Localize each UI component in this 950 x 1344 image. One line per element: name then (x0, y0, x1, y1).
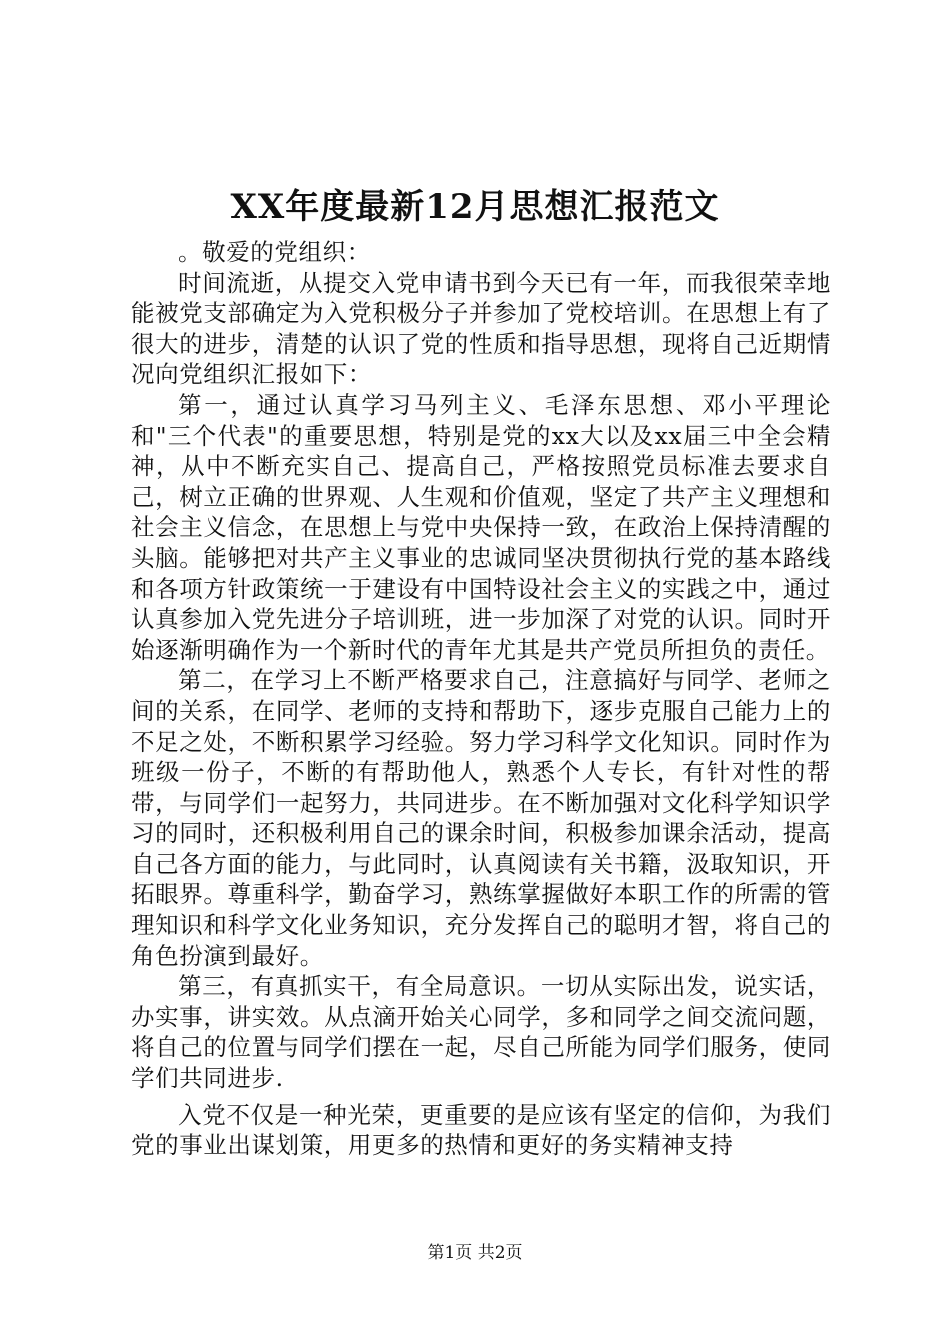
document-title: XX年度最新12月思想汇报范文 (230, 187, 720, 227)
page-footer: 第1页 共2页 (427, 1243, 523, 1263)
paragraph-intro: 时间流逝，从提交入党申请书到今天已有一年，而我很荣幸地能被党支部确定为入党积极分子并参加了党校培训。在思想上有了很大的进步，清楚的认识了党的性质和指导思想，现将自己近期情况向党组织汇报如下： (131, 268, 831, 389)
paragraph-second: 第二，在学习上不断严格要求自己，注意搞好与同学、老师之间的关系，在同学、老师的支持和帮助下，逐步克服自己能力上的不足之处，不断积累学习经验。努力学习科学文化知识。同时作为班级一份子，不断的有帮助他人，熟悉个人专长，有针对性的帮带，与同学们一起努力，共同进步。在不断加强对文化科学知识学习的同时，还积极利用自己的课余时间，积极参加课余活动，提高自己各方面的能力，与此同时，认真阅读有关书籍，汲取知识，开拓眼界。尊重科学，勤奋学习，熟练掌握做好本职工作的所需的管理知识和科学文化业务知识，充分发挥自己的聪明才智，将自己的角色扮演到最好。 (131, 666, 831, 970)
paragraph-third: 第三，有真抓实干，有全局意识。一切从实际出发，说实话，办实事，讲实效。从点滴开始关心同学，多和同学之间交流问题，将自己的位置与同学们摆在一起，尽自己所能为同学们服务，使同学们共同进步. (131, 972, 831, 1093)
document-body (131, 237, 831, 1161)
paragraph-first: 第一，通过认真学习马列主义、毛泽东思想、邓小平理论和"三个代表"的重要思想，特别是党的xx大以及xx届三中全会精神，从中不断充实自己、提高自己，严格按照党员标准去要求自己，树立正确的世界观、人生观和价值观，坚定了共产主义理想和社会主义信念，在思想上与党中央保持一致，在政治上保持清醒的头脑。能够把对共产主义事业的忠诚同坚决贯彻执行党的基本路线和各项方针政策统一于建设有中国特设社会主义的实践之中，通过认真参加入党先进分子培训班，进一步加深了对党的认识。同时开始逐渐明确作为一个新时代的青年尤其是共产党员所担负的责任。 (131, 390, 831, 664)
salutation: 。敬爱的党组织： (178, 238, 371, 266)
paragraph-closing: 入党不仅是一种光荣，更重要的是应该有坚定的信仰，为我们党的事业出谋划策，用更多的热情和更好的务实精神支持 (131, 1100, 831, 1160)
